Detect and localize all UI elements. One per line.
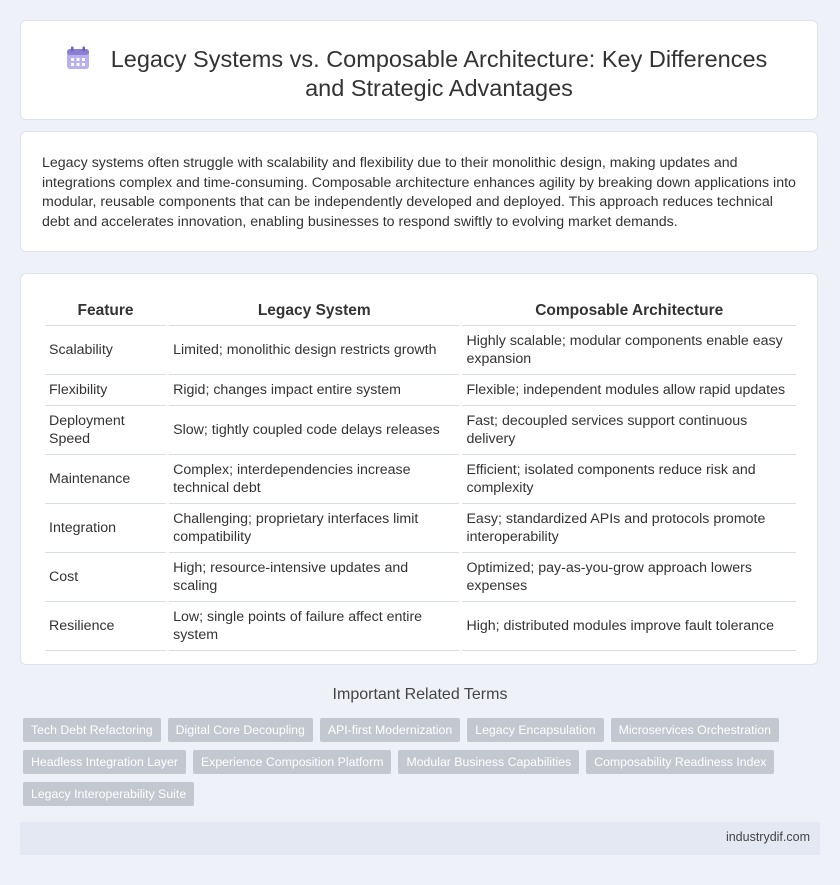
table-row [45, 553, 796, 602]
table-row [45, 504, 796, 553]
related-term-tag[interactable]: Legacy Interoperability Suite [23, 782, 194, 806]
composable-cell: High; distributed modules improve fault tolerance [462, 602, 796, 651]
related-term-tag[interactable]: Experience Composition Platform [193, 750, 391, 774]
intro-card [20, 131, 818, 252]
table-row [45, 375, 796, 406]
legacy-cell: Limited; monolithic design restricts growth [169, 326, 459, 375]
feature-cell: Scalability [45, 326, 166, 375]
composable-cell: Efficient; isolated components reduce risk and complexity [462, 455, 796, 504]
intro-paragraph: Legacy systems often struggle with scalability and flexibility due to their monolithic design, making updates and integrations complex and time-consuming. Composable architecture enhances agility by breaking down applications into modular, reusable components that can be independently developed and deployed. This approach reduces technical debt and accelerates innovation, enabling businesses to respond swiftly to evolving market demands. [42, 155, 796, 230]
header-composable: Composable Architecture [462, 293, 796, 326]
comparison-card [20, 273, 818, 665]
related-term-tag[interactable]: Headless Integration Layer [23, 750, 186, 774]
table-row [45, 406, 796, 455]
legacy-cell: High; resource-intensive updates and scaling [169, 553, 459, 602]
legacy-cell: Challenging; proprietary interfaces limit compatibility [169, 504, 459, 553]
legacy-cell: Slow; tightly coupled code delays releases [169, 406, 459, 455]
table-row [45, 602, 796, 651]
related-term-tag[interactable]: Modular Business Capabilities [398, 750, 579, 774]
legacy-cell: Rigid; changes impact entire system [169, 375, 459, 406]
header-feature: Feature [45, 293, 166, 326]
legacy-cell: Complex; interdependencies increase technical debt [169, 455, 459, 504]
feature-cell: Integration [45, 504, 166, 553]
composable-cell: Easy; standardized APIs and protocols promote interoperability [462, 504, 796, 553]
legacy-cell: Low; single points of failure affect entire system [169, 602, 459, 651]
table-row [45, 326, 796, 375]
feature-cell: Maintenance [45, 455, 166, 504]
related-term-tag[interactable]: Tech Debt Refactoring [23, 718, 161, 742]
related-term-tag[interactable]: API-first Modernization [320, 718, 460, 742]
related-terms-list [23, 718, 783, 806]
composable-cell: Fast; decoupled services support continuous delivery [462, 406, 796, 455]
feature-cell: Deployment Speed [45, 406, 166, 455]
footer-site-link[interactable]: industrydif.com [725, 830, 810, 844]
comparison-table [42, 293, 799, 651]
page-title: Legacy Systems vs. Composable Architecture: Key Differences and Strategic Advantages [110, 46, 768, 101]
header-legacy: Legacy System [169, 293, 459, 326]
related-term-tag[interactable]: Digital Core Decoupling [168, 718, 313, 742]
table-row [45, 455, 796, 504]
footer-bar [20, 822, 820, 855]
related-term-tag[interactable]: Microservices Orchestration [611, 718, 779, 742]
feature-cell: Cost [45, 553, 166, 602]
related-term-tag[interactable]: Composability Readiness Index [586, 750, 774, 774]
feature-cell: Flexibility [45, 375, 166, 406]
related-term-tag[interactable]: Legacy Encapsulation [467, 718, 603, 742]
feature-cell: Resilience [45, 602, 166, 651]
composable-cell: Highly scalable; modular components enable easy expansion [462, 326, 796, 375]
composable-cell: Optimized; pay-as-you-grow approach lowers expenses [462, 553, 796, 602]
composable-cell: Flexible; independent modules allow rapid updates [462, 375, 796, 406]
title-card [20, 20, 818, 120]
related-terms-title: Important Related Terms [332, 686, 508, 703]
